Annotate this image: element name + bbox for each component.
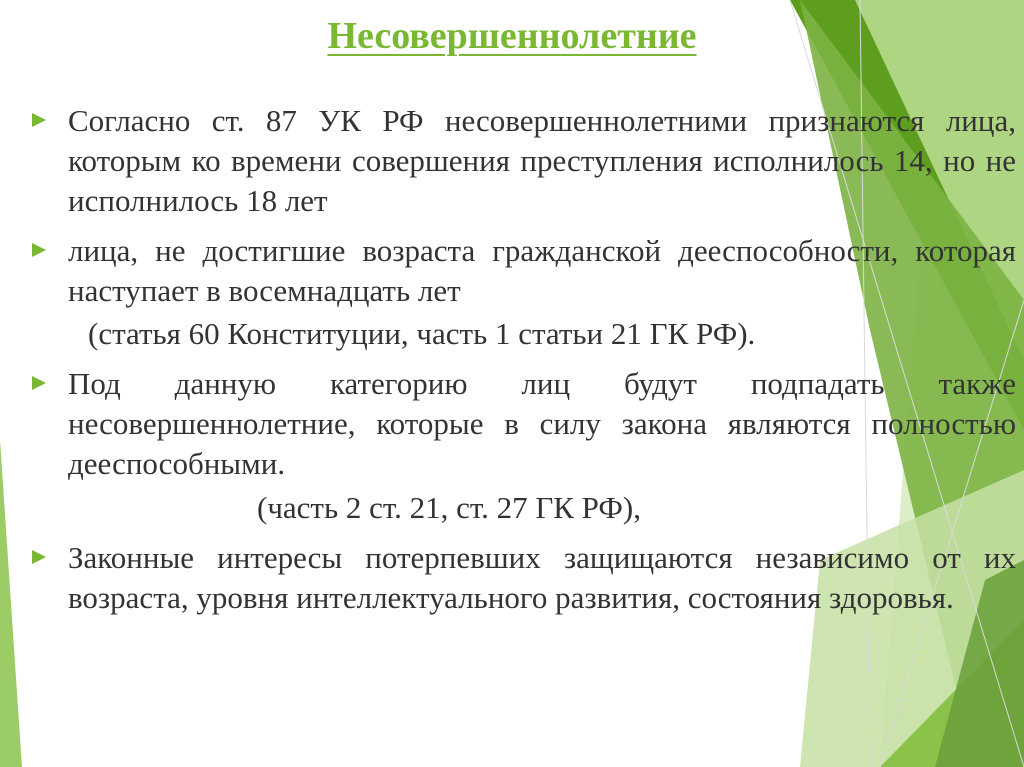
slide-content: [32, 101, 1016, 618]
slide-title: Несовершеннолетние: [327, 15, 697, 57]
slide-title-wrap: [0, 14, 1024, 58]
right-triangle-bullet-icon: [32, 113, 46, 127]
left-green-sliver: [0, 440, 22, 767]
right-triangle-bullet-icon: [32, 243, 46, 257]
bullet-text-4: Законные интересы потерпевших защищаются независимо от их возраста, уровня интеллектуального развития, состояния здоровья.: [68, 540, 1016, 615]
bullet-text-2: лица, не достигшие возраста гражданской дееспособности, которая наступает в восемнадцать лет: [68, 233, 1016, 308]
bullet-text-3: Под данную категорию лиц будут подпадать также несовершеннолетние, которые в силу закона являются полностью дееспособными.: [68, 366, 1016, 481]
right-triangle-bullet-icon: [32, 376, 46, 390]
bullet-item-3: [32, 364, 1016, 484]
right-triangle-bullet-icon: [32, 550, 46, 564]
bullet-item-1: [32, 101, 1016, 221]
bullet-text-1: Согласно ст. 87 УК РФ несовершеннолетними признаются лица, которым ко времени совершения преступления исполнилось 14, но не исполнилось 18 лет: [68, 103, 1016, 218]
bullet-item-2: [32, 231, 1016, 311]
reference-note-1: (статья 60 Конституции, часть 1 статьи 21 ГК РФ).: [88, 316, 756, 351]
bullet-item-4: [32, 538, 1016, 618]
reference-note-2: (часть 2 ст. 21, ст. 27 ГК РФ),: [257, 490, 641, 525]
